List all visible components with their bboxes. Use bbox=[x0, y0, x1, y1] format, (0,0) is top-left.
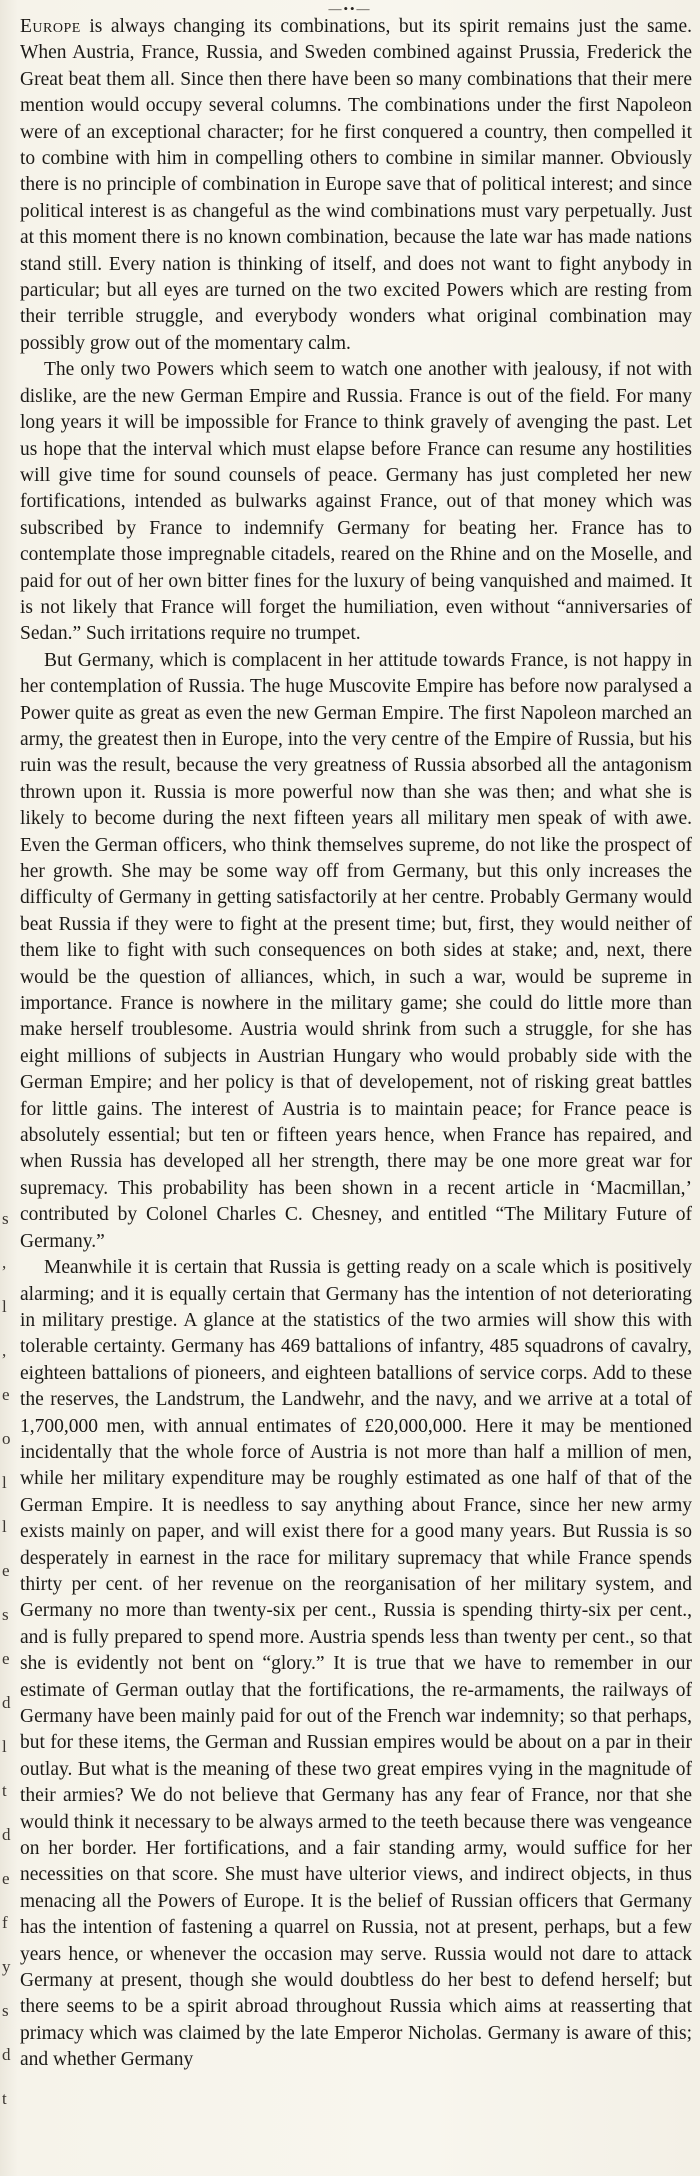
gutter-fragment: d bbox=[2, 2045, 11, 2064]
article-paragraph-2: The only two Powers which seem to watch one another with jealousy, if not with dislike, are the new German Empire and Russia. France is out of the field. For many long years it will be impossible for France to think gravely of avenging the past. Let us hope that the interval which must elapse before France can resume any hostilities will give time for sound counsels of peace. Germany has just completed her new fortifications, intended as bulwarks against France, out of that money which was subscribed by France to indemnify Germany for beating her. France has to contemplate those impregnable citadels, reared on the Rhine and on the Moselle, and paid for out of her own bitter fines for the luxury of being vanquished and maimed. It is not likely that France will forget the humiliation, even without “anniversaries of Sedan.” Such irritations require no trumpet. bbox=[20, 359, 692, 645]
gutter-fragment: f bbox=[2, 1913, 8, 1932]
gutter-fragment: s bbox=[2, 1605, 9, 1624]
gutter-fragment: o bbox=[2, 1429, 11, 1448]
gutter-fragment: t bbox=[2, 2089, 7, 2108]
gutter-fragment: l bbox=[2, 1737, 7, 1756]
gutter-fragment: s bbox=[2, 1209, 9, 1228]
gutter-fragment: d bbox=[2, 1825, 11, 1844]
gutter-fragment: d bbox=[2, 1693, 11, 1712]
gutter-fragment: e bbox=[2, 1869, 10, 1888]
gutter-fragment: e bbox=[2, 1561, 10, 1580]
left-column-gutter bbox=[0, 1210, 14, 2176]
article-column bbox=[20, 14, 692, 2172]
gutter-fragment: , bbox=[2, 1253, 7, 1272]
paragraph-text: is always changing its combinations, but its spirit remains just the same. When Austria, France, Russia, and Sweden combined against Prussia, Frederick the Great beat them all. Since then there have been so many combinations that their mere mention would occupy several columns. The combinations under the first Napoleon were of an exceptional character; for he first conquered a country, then compelled it to combine with him in compelling others to combine in similar manner. Obviously there is no principle of combination in Europe save that of political interest; and since political interest is as changeful as the wind combinations must vary perpetually. Just at this moment there is no known combination, because the late war has made nations stand still. Every nation is thinking of itself, and does not want to fight anybody in particular; but all eyes are turned on the two excited Powers which are resting from their terrible struggle, and everybody wonders what original combination may possibly grow out of the momentary calm. bbox=[20, 16, 692, 354]
gutter-fragment: l bbox=[2, 1517, 7, 1536]
article-paragraph-4: Meanwhile it is certain that Russia is getting ready on a scale which is positively alarming; and it is equally certain that Germany has the intention of not deteriorating in military prestige. A glance at the statistics of the two armies will show this with tolerable certainty. Germany has 469 battalions of infantry, 485 squadrons of cavalry, eighteen battalions of pioneers, and eighteen batallions of service corps. Add to these the reserves, the Landstrum, the Landwehr, and the navy, and we arrive at a total of 1,700,000 men, with annual entimates of £20,000,000. Here it may be mentioned incidentally that the whole force of Austria is not more than half a million of men, while her military expenditure may be roughly estimated as one half of that of the German Empire. It is needless to say anything about France, since her new army exists mainly on paper, and will exist there for a good many years. But Russia is so desperately in earnest in the race for military supremacy that while France spends thirty per cent. of her revenue on the reorganisation of her military system, and Germany no more than twenty-six per cent., Russia is spending thirty-six per cent., and is fully prepared to spend more. Austria spends less than twenty per cent., so that she is evidently not bent on “glory.” It is true that we have to remember in our estimate of German outlay that the fortifications, the re-armaments, the railways of Germany have been mainly paid for out of the French war indemnity; so that perhaps, but for these items, the German and Russian empires would be about on a par in their outlay. But what is the meaning of these two great empires vying in the magnitude of their armies? We do not believe that Germany has any fear of France, nor that she would think it necessary to be always armed to the teeth because there was vengeance on her border. Her fortifications, and a fair standing army, would suffice for her necessities on that score. She must have ulterior views, and indirect objects, in thus menacing all the Powers of Europe. It is the belief of Russian officers that Germany has the intention of fastening a quarrel on Russia, not at present, perhaps, but a few years hence, or whenever the occasion may serve. Russia would not dare to attack Germany at present, though she would doubtless do her best to defend herself; but there seems to be a spirit abroad throughout Russia which aims at reasserting that primacy which was claimed by the late Emperor Nicholas. Germany is aware of this; and whether Germany bbox=[20, 1257, 692, 2071]
gutter-fragment: , bbox=[2, 1341, 7, 1360]
section-divider: —••— bbox=[328, 1, 372, 16]
gutter-fragment: l bbox=[2, 1473, 7, 1492]
gutter-fragment: s bbox=[2, 2001, 9, 2020]
gutter-fragment: l bbox=[2, 1297, 7, 1316]
gutter-fragment: y bbox=[2, 1957, 11, 1976]
gutter-fragment: e bbox=[2, 1649, 10, 1668]
lead-word: Europe bbox=[20, 16, 81, 37]
article-paragraph-1 bbox=[20, 14, 692, 357]
gutter-fragment: t bbox=[2, 1781, 7, 1800]
gutter-fragment: e bbox=[2, 1385, 10, 1404]
article-paragraph-3: But Germany, which is complacent in her attitude towards France, is not happy in her contemplation of Russia. The huge Muscovite Empire has before now paralysed a Power quite as great as even the new German Empire. The first Napoleon marched an army, the greatest then in Europe, into the very centre of the Empire of Russia, but his ruin was the result, because the very greatness of Russia absorbed all the antagonism thrown upon it. Russia is more powerful now than she was then; and what she is likely to become during the next fifteen years all military men speak of with awe. Even the German officers, who think themselves supreme, do not like the prospect of her growth. She may be some way off from Germany, but this only increases the difficulty of Germany in getting satisfactorily at her centre. Probably Germany would beat Russia if they were to fight at the present time; but, first, they would neither of them like to fight with such consequences on both sides at stake; and, next, there would be the question of alliances, which, in such a war, would be supreme in importance. France is nowhere in the military game; she could do little more than make herself troublesome. Austria would shrink from such a struggle, for she has eight millions of subjects in Austrian Hungary who would probably side with the German Empire; and her policy is that of developement, not of risking great battles for little gains. The interest of Austria is to maintain peace; for France peace is absolutely essential; but ten or fifteen years hence, when France has repaired, and when Russia has developed all her strength, there may be one more great war for supremacy. This probability has been shown in a recent article in ‘Macmillan,’ contributed by Colonel Charles C. Chesney, and entitled “The Military Future of Germany.” bbox=[20, 649, 692, 1252]
